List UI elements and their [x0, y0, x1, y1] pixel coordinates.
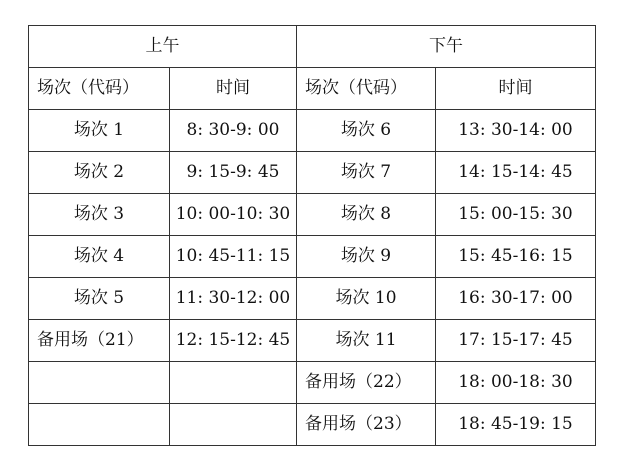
- afternoon-time-cell: 18: 45-19: 15: [436, 404, 596, 446]
- afternoon-time-column-header: 时间: [436, 68, 596, 110]
- afternoon-time-cell: 15: 00-15: 30: [436, 194, 596, 236]
- morning-session-cell: 场次 1: [29, 110, 170, 152]
- morning-session-cell: [29, 362, 170, 404]
- morning-time-column-header: 时间: [170, 68, 297, 110]
- table-row: [29, 152, 596, 194]
- morning-time-cell: [170, 404, 297, 446]
- afternoon-time-cell: 18: 00-18: 30: [436, 362, 596, 404]
- afternoon-session-cell: 场次 8: [297, 194, 436, 236]
- morning-session-cell: 场次 4: [29, 236, 170, 278]
- morning-time-cell: 12: 15-12: 45: [170, 320, 297, 362]
- afternoon-header: 下午: [297, 26, 596, 68]
- schedule-table: [28, 25, 596, 446]
- afternoon-time-cell: 15: 45-16: 15: [436, 236, 596, 278]
- morning-session-cell: 场次 5: [29, 278, 170, 320]
- afternoon-session-column-header: 场次（代码）: [297, 68, 436, 110]
- morning-time-cell: 9: 15-9: 45: [170, 152, 297, 194]
- morning-time-cell: 10: 00-10: 30: [170, 194, 297, 236]
- table-row: [29, 194, 596, 236]
- afternoon-session-cell: 场次 10: [297, 278, 436, 320]
- morning-session-column-header: 场次（代码）: [29, 68, 170, 110]
- morning-session-cell: 场次 3: [29, 194, 170, 236]
- column-header-row: [29, 68, 596, 110]
- table-row: [29, 236, 596, 278]
- morning-header: 上午: [29, 26, 297, 68]
- table-row: [29, 320, 596, 362]
- afternoon-session-cell: 备用场（23）: [297, 404, 436, 446]
- afternoon-time-cell: 14: 15-14: 45: [436, 152, 596, 194]
- morning-time-cell: 11: 30-12: 00: [170, 278, 297, 320]
- morning-time-cell: 8: 30-9: 00: [170, 110, 297, 152]
- table-row: [29, 110, 596, 152]
- afternoon-session-cell: 场次 9: [297, 236, 436, 278]
- afternoon-time-cell: 17: 15-17: 45: [436, 320, 596, 362]
- afternoon-session-cell: 场次 11: [297, 320, 436, 362]
- afternoon-session-cell: 场次 6: [297, 110, 436, 152]
- table-row: [29, 362, 596, 404]
- morning-time-cell: 10: 45-11: 15: [170, 236, 297, 278]
- morning-time-cell: [170, 362, 297, 404]
- afternoon-time-cell: 16: 30-17: 00: [436, 278, 596, 320]
- morning-session-cell: [29, 404, 170, 446]
- morning-session-cell: 场次 2: [29, 152, 170, 194]
- table-row: [29, 404, 596, 446]
- afternoon-session-cell: 场次 7: [297, 152, 436, 194]
- afternoon-session-cell: 备用场（22）: [297, 362, 436, 404]
- morning-session-cell: 备用场（21）: [29, 320, 170, 362]
- period-header-row: [29, 26, 596, 68]
- table-row: [29, 278, 596, 320]
- afternoon-time-cell: 13: 30-14: 00: [436, 110, 596, 152]
